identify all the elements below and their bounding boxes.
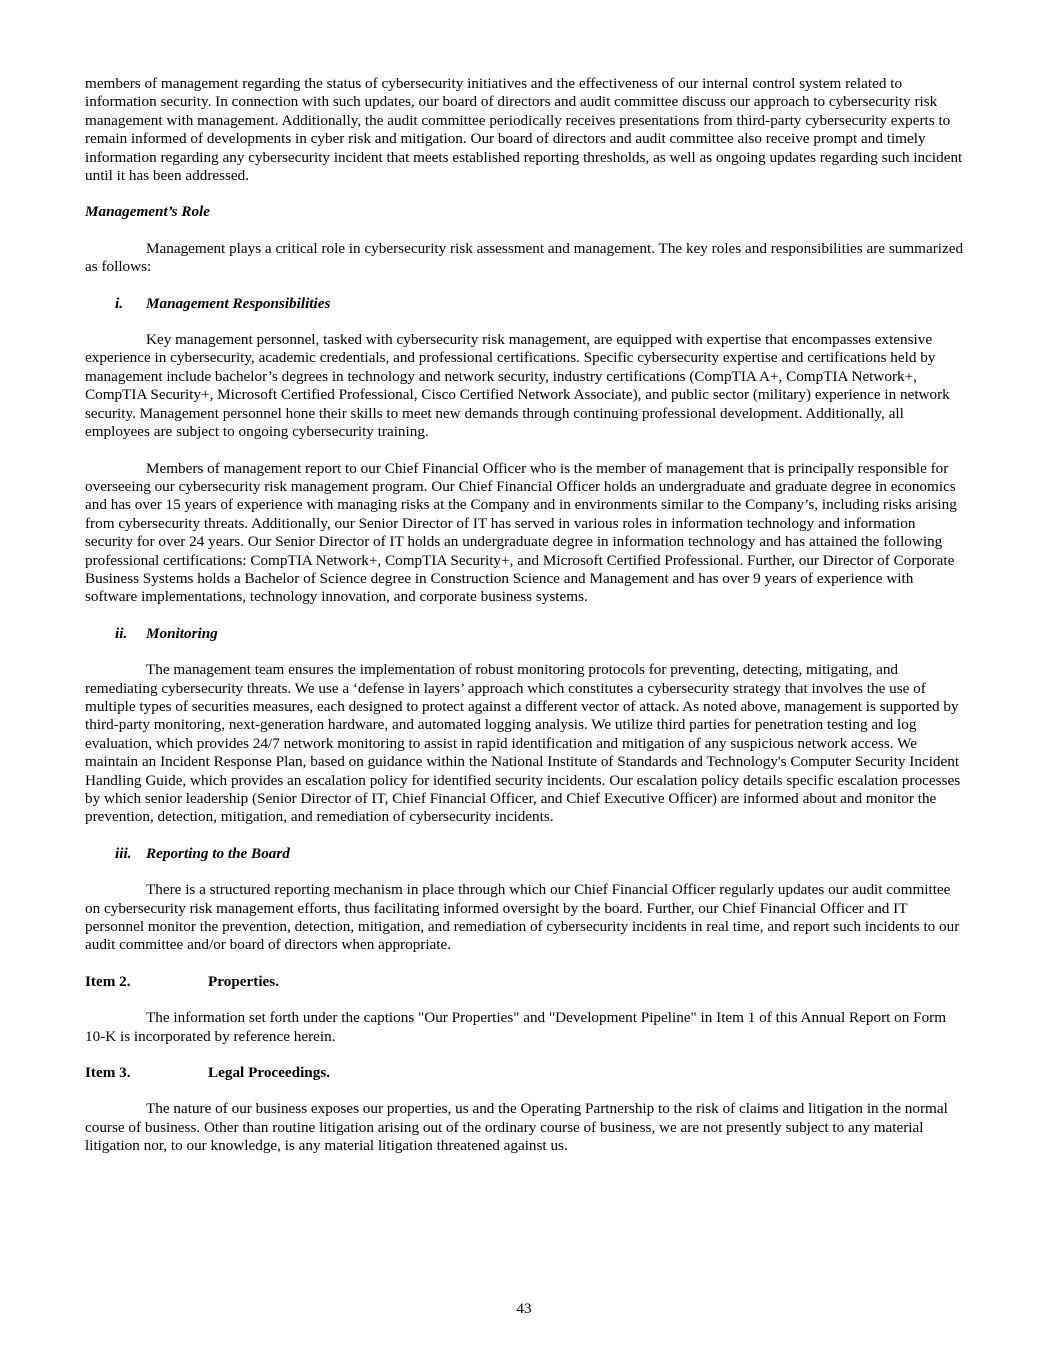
responsibilities-paragraph-1: Key management personnel, tasked with cybersecurity risk management, are equipped with expertise that encompasses extensive experience in cybersecurity, academic credentials, and professional certifications. Specific cybersecurity expertise and certifications held by management include bachelor’s degrees in technology and network security, industry certifications (CompTIA A+, CompTIA Network+, CompTIA Security+, Microsoft Certified Professional, Cisco Certified Network Associate), and public sector (military) experience in network security. Management personnel hone their skills to meet new demands through continuing professional development. Additionally, all employees are subject to ongoing cybersecurity training. <box>85 331 950 441</box>
item-2-number: Item 2. <box>85 972 131 990</box>
item-3-number: Item 3. <box>85 1064 131 1082</box>
responsibilities-number: i. <box>115 294 124 312</box>
monitoring-number: ii. <box>115 624 128 642</box>
reporting-number: iii. <box>115 844 132 862</box>
item-3-heading <box>85 1064 965 1082</box>
monitoring-heading <box>85 625 965 643</box>
document-page <box>85 75 965 1174</box>
responsibilities-title: Management Responsibilities <box>146 294 331 312</box>
intro-paragraph: members of management regarding the status of cybersecurity initiatives and the effectiveness of our internal control system related to information security. In connection with such updates, our board of directors and audit committee discuss our approach to cybersecurity risk management with management. Additionally, the audit committee periodically receives presentations from third-party cybersecurity experts to remain informed of developments in cyber risk and mitigation. Our board of directors and audit committee also receive prompt and timely information regarding any cybersecurity incident that meets established reporting thresholds, as well as ongoing updates regarding such incident until it has been addressed. <box>85 75 963 185</box>
reporting-paragraph: There is a structured reporting mechanism in place through which our Chief Financial Officer regularly updates our audit committee on cybersecurity risk management efforts, thus facilitating informed oversight by the board. Further, our Chief Financial Officer and IT personnel monitor the prevention, detection, mitigation, and remediation of cybersecurity incidents in real time, and report such incidents to our audit committee and/or board of directors when appropriate. <box>85 881 960 954</box>
page-number: 43 <box>516 1300 532 1317</box>
management-role-paragraph: Management plays a critical role in cybersecurity risk assessment and management. The key roles and responsibilities are summarized as follows: <box>85 239 964 276</box>
monitoring-title: Monitoring <box>146 624 218 642</box>
item-2-paragraph: The information set forth under the captions "Our Properties" and "Development Pipeline" in Item 1 of this Annual Report on Form 10-K is incorporated by reference herein. <box>85 1009 947 1045</box>
reporting-heading <box>85 845 965 863</box>
reporting-title: Reporting to the Board <box>146 844 290 862</box>
responsibilities-heading <box>85 295 965 313</box>
item-2-heading <box>85 973 965 991</box>
management-role-heading: Management’s Role <box>85 203 211 221</box>
item-3-title: Legal Proceedings. <box>208 1064 331 1082</box>
responsibilities-paragraph-2: Members of management report to our Chief Financial Officer who is the member of management that is principally responsible for overseeing our cybersecurity risk management program. Our Chief Financial Officer holds an undergraduate and graduate degree in economics and has over 15 years of experience with managing risks at the Company and in environments similar to the Company’s, including risks arising from cybersecurity threats. Additionally, our Senior Director of IT has served in various roles in information technology and information security for over 24 years. Our Senior Director of IT holds an undergraduate degree in information technology and has attained the following professional certifications: CompTIA Network+, CompTIA Security+, and Microsoft Certified Professional. Further, our Director of Corporate Business Systems holds a Bachelor of Science degree in Construction Science and Management and has over 9 years of experience with software implementations, technology innovation, and corporate business systems. <box>85 459 957 606</box>
item-2-title: Properties. <box>208 972 279 990</box>
monitoring-paragraph: The management team ensures the implementation of robust monitoring protocols for preventing, detecting, mitigating, and remediating cybersecurity threats. We use a ‘defense in layers’ approach which constitutes a cybersecurity strategy that involves the use of multiple types of securities measures, each designed to protect against a different vector of attack. As noted above, management is supported by third-party monitoring, next-generation hardware, and automated logging analysis. We utilize third parties for penetration testing and log evaluation, which provides 24/7 network monitoring to assist in rapid identification and mitigation of any suspicious network access. We maintain an Incident Response Plan, based on guidance within the National Institute of Standards and Technology's Computer Security Incident Handling Guide, which provides an escalation policy for identified security incidents. Our escalation policy details specific escalation processes by which senior leadership (Senior Director of IT, Chief Financial Officer, and Chief Executive Officer) are informed about and monitor the prevention, detection, mitigation, and remediation of cybersecurity incidents. <box>85 661 961 826</box>
item-3-paragraph: The nature of our business exposes our properties, us and the Operating Partnership to the risk of claims and litigation in the normal course of business. Other than routine litigation arising out of the ordinary course of business, we are not presently subject to any material litigation nor, to our knowledge, is any material litigation threatened against us. <box>85 1100 948 1155</box>
